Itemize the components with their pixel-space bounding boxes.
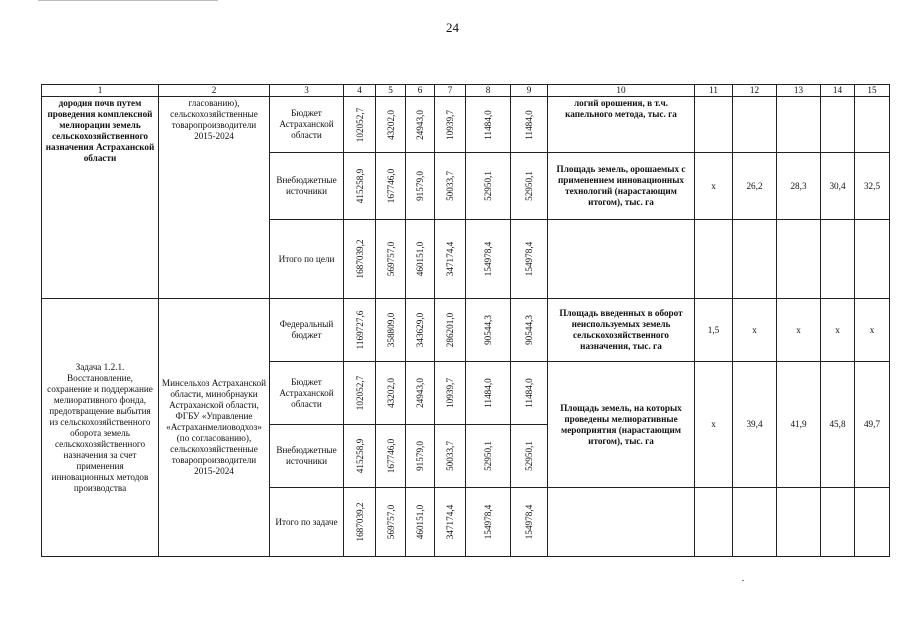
value-text: 52950,1 (524, 171, 534, 201)
header-cell: 6 (406, 85, 435, 97)
funding-source: Итого по цели (270, 220, 344, 299)
indicator-value: 45,8 (821, 362, 855, 488)
table-row (42, 97, 890, 153)
funding-source: Внебюджетные источники (270, 153, 344, 220)
value-cell (344, 220, 376, 299)
indicator-value (733, 488, 777, 557)
header-cell: 1 (42, 85, 159, 97)
indicator-value (695, 220, 733, 299)
value-text: 569757,0 (385, 504, 396, 540)
value-cell (406, 153, 435, 220)
indicator-value (695, 97, 733, 153)
header-cell: 9 (511, 85, 548, 97)
indicator-value: х (855, 299, 890, 362)
value-cell (511, 299, 548, 362)
value-cell (435, 153, 466, 220)
value-text: 24943,0 (415, 109, 425, 140)
value-text: 415258,9 (354, 438, 365, 474)
value-cell (511, 488, 548, 557)
indicator-description: Площадь земель, орошаемых с применением инновационных технологий (нарастающим итогом), тыс. га (548, 153, 695, 220)
value-cell (376, 220, 406, 299)
value-cell (376, 362, 406, 425)
value-cell (406, 220, 435, 299)
value-cell (435, 488, 466, 557)
task-description: Задача 1.2.1. Восстановление, сохранение и поддержание мелиоративного фонда, предотвращение выбытия из сельскохозяйственного оборота земель сельскохозяйственного назначения за счет применения инновационных методов производства (42, 299, 159, 557)
value-cell (435, 425, 466, 488)
value-cell (344, 299, 376, 362)
value-text: 347174,4 (445, 504, 455, 540)
indicator-description: Площадь земель, на которых проведены мелиоративные мероприятия (нарастающим итогом), тыс. га (548, 362, 695, 488)
value-text: 1687039,2 (354, 239, 365, 279)
value-text: 52950,1 (524, 441, 534, 471)
header-cell: 7 (435, 85, 466, 97)
value-cell (466, 362, 511, 425)
value-text: 569757,0 (385, 241, 396, 277)
goal-description: дородия почв путем проведения комплексной мелиорации земель сельскохозяйственного назначения Астраханской области (42, 97, 159, 299)
indicator-value (821, 220, 855, 299)
value-text: 43202,0 (385, 378, 396, 408)
value-text: 415258,9 (354, 168, 365, 204)
indicator-value: 41,9 (777, 362, 821, 488)
indicator-value: 28,3 (777, 153, 821, 220)
indicator-value (733, 220, 777, 299)
table-row (42, 299, 890, 362)
indicator-value (821, 97, 855, 153)
value-text: 167746,0 (385, 168, 396, 204)
header-cell: 10 (548, 85, 695, 97)
page-number: 24 (446, 20, 459, 35)
indicator-value (855, 220, 890, 299)
header-cell: 15 (855, 85, 890, 97)
value-text: 11484,0 (524, 378, 534, 408)
value-cell (376, 488, 406, 557)
header-cell: 13 (777, 85, 821, 97)
value-text: 1169727,6 (354, 310, 365, 350)
value-cell (466, 220, 511, 299)
value-cell (466, 425, 511, 488)
scan-speck (742, 580, 744, 581)
indicator-description (548, 220, 695, 299)
value-cell (376, 299, 406, 362)
value-cell (435, 362, 466, 425)
value-cell (466, 488, 511, 557)
value-text: 91579,0 (415, 171, 425, 201)
indicator-value: 30,4 (821, 153, 855, 220)
value-cell (406, 488, 435, 557)
funding-source: Федеральный бюджет (270, 299, 344, 362)
value-cell (376, 425, 406, 488)
value-cell (511, 97, 548, 153)
indicator-value (695, 488, 733, 557)
indicator-value: х (695, 153, 733, 220)
header-cell: 11 (695, 85, 733, 97)
value-text: 102052,7 (354, 375, 365, 411)
value-cell (435, 220, 466, 299)
indicator-value: 1,5 (695, 299, 733, 362)
value-cell (344, 488, 376, 557)
indicator-value (777, 488, 821, 557)
indicator-value (855, 97, 890, 153)
indicator-description: логий орошения, в т.ч. капельного метода, тыс. га (548, 97, 695, 153)
indicator-value (821, 488, 855, 557)
value-text: 11484,0 (483, 109, 493, 140)
header-cell: 14 (821, 85, 855, 97)
indicator-description: Площадь введенных в оборот неиспользуемых земель сельскохозяйственного назначения, тыс. га (548, 299, 695, 362)
value-text: 50033,7 (445, 171, 455, 201)
value-text: 90544,3 (524, 315, 534, 345)
value-cell (406, 362, 435, 425)
value-text: 11484,0 (483, 378, 493, 408)
header-cell: 12 (733, 85, 777, 97)
value-text: 52950,1 (483, 441, 493, 471)
indicator-value: х (695, 362, 733, 488)
value-cell (344, 153, 376, 220)
indicator-value (855, 488, 890, 557)
value-text: 24943,0 (415, 378, 425, 408)
value-text: 154978,4 (524, 241, 534, 277)
value-text: 358809,0 (385, 312, 396, 348)
value-text: 11484,0 (524, 109, 534, 140)
value-cell (511, 425, 548, 488)
header-cell: 4 (344, 85, 376, 97)
indicator-value: х (777, 299, 821, 362)
funding-source: Бюджет Астраханской области (270, 97, 344, 153)
executor-description: Минсельхоз Астраханской области, минобрнауки Астраханской области, ФГБУ «Управление «Астраханмелиоводхоз» (по согласованию), сельскохозяйственные товаропроизводители 2015-2024 (159, 299, 270, 557)
indicator-value (777, 220, 821, 299)
value-text: 154978,4 (483, 241, 493, 277)
value-cell (344, 97, 376, 153)
indicator-value (777, 97, 821, 153)
funding-source: Внебюджетные источники (270, 425, 344, 488)
header-cell: 3 (270, 85, 344, 97)
indicator-value: 32,5 (855, 153, 890, 220)
program-table (41, 84, 890, 557)
value-text: 460151,0 (415, 241, 425, 277)
header-cell: 5 (376, 85, 406, 97)
value-cell (466, 153, 511, 220)
value-cell (466, 299, 511, 362)
value-cell (406, 299, 435, 362)
value-text: 50033,7 (445, 441, 455, 471)
value-cell (435, 97, 466, 153)
header-row (42, 85, 890, 97)
value-cell (376, 153, 406, 220)
value-cell (466, 97, 511, 153)
value-text: 167746,0 (385, 438, 396, 474)
value-cell (344, 362, 376, 425)
value-text: 10939,7 (445, 109, 455, 140)
value-cell (344, 425, 376, 488)
value-text: 343629,0 (415, 312, 425, 348)
indicator-value: 39,4 (733, 362, 777, 488)
funding-source: Бюджет Астраханской области (270, 362, 344, 425)
indicator-value: 26,2 (733, 153, 777, 220)
indicator-value (733, 97, 777, 153)
value-text: 90544,3 (483, 315, 493, 345)
scan-artifact-line (38, 0, 218, 4)
value-text: 102052,7 (354, 107, 365, 142)
value-text: 154978,4 (483, 504, 493, 540)
value-text: 347174,4 (445, 241, 455, 277)
value-text: 460151,0 (415, 504, 425, 540)
value-cell (435, 299, 466, 362)
indicator-value: х (821, 299, 855, 362)
indicator-description (548, 488, 695, 557)
value-cell (376, 97, 406, 153)
value-text: 154978,4 (524, 504, 534, 540)
indicator-value: 49,7 (855, 362, 890, 488)
value-text: 43202,0 (385, 109, 396, 140)
value-cell (406, 425, 435, 488)
value-text: 91579,0 (415, 441, 425, 471)
value-text: 1687039,2 (354, 502, 365, 542)
value-cell (511, 220, 548, 299)
indicator-value: х (733, 299, 777, 362)
value-cell (511, 362, 548, 425)
value-text: 52950,1 (483, 171, 493, 201)
header-cell: 2 (159, 85, 270, 97)
value-cell (511, 153, 548, 220)
value-cell (406, 97, 435, 153)
header-cell: 8 (466, 85, 511, 97)
executor-description: гласованию), сельскохозяйственные товаропроизводители 2015-2024 (159, 97, 270, 299)
value-text: 10939,7 (445, 378, 455, 408)
value-text: 286201,0 (445, 312, 455, 348)
funding-source: Итого по задаче (270, 488, 344, 557)
